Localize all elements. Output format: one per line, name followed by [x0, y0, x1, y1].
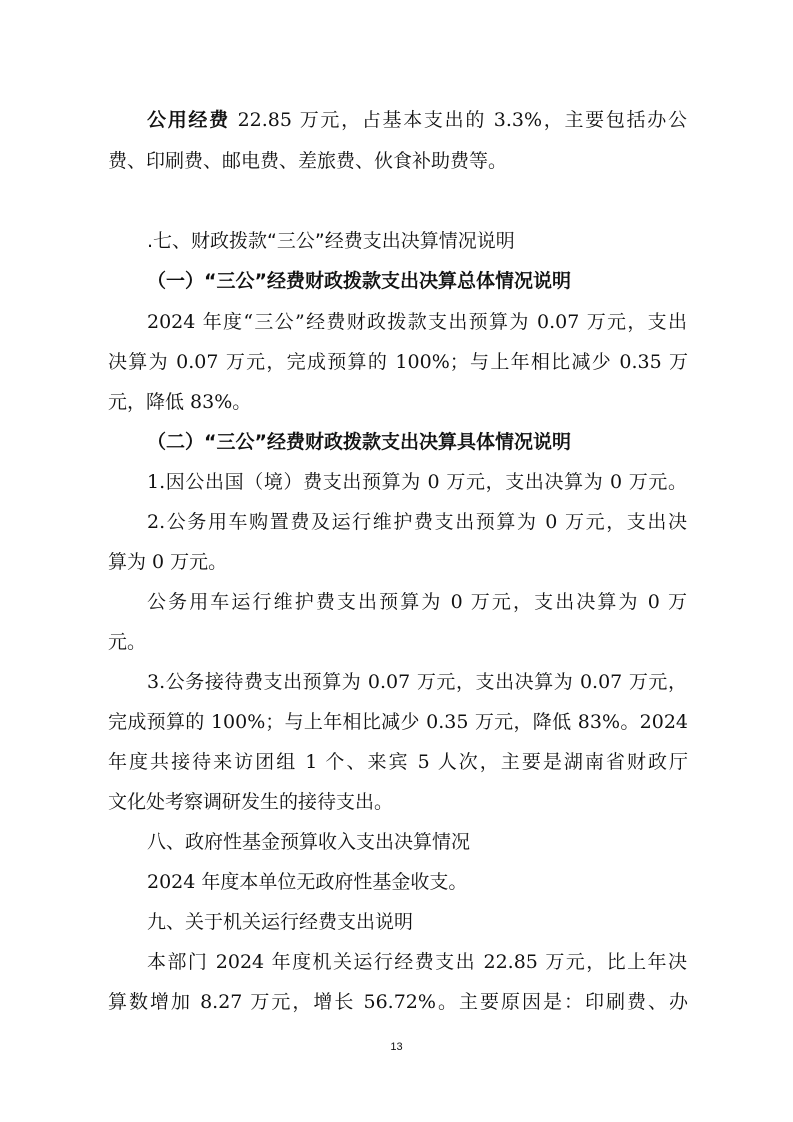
paragraph-line: 算数增加 8.27 万元，增长 56.72%。主要原因是：印刷费、办	[108, 991, 688, 1013]
paragraph-line: 年度共接待来访团组 1 个、来宾 5 人次，主要是湖南省财政厅	[108, 751, 688, 773]
paragraph-line: 2.公务用车购置费及运行维护费支出预算为 0 万元，支出决	[147, 511, 687, 533]
section-heading: 九、关于机关运行经费支出说明	[147, 911, 414, 933]
paragraph-line: 文化处考察调研发生的接待支出。	[108, 791, 394, 813]
section-heading: .七、财政拨款“三公”经费支出决算情况说明	[147, 230, 515, 252]
paragraph-line: 元，降低 83%。	[108, 391, 252, 413]
page-number: 13	[390, 1041, 403, 1053]
paragraph-line: 费、印刷费、邮电费、差旅费、伙食补助费等。	[108, 150, 508, 172]
paragraph-text: 22.85 万元，占基本支出的 3.3%，主要包括办公	[229, 109, 687, 131]
paragraph-line: 算为 0 万元。	[108, 551, 228, 573]
paragraph-line	[147, 108, 687, 132]
subsection-heading: （一）“三公”经费财政拨款支出决算总体情况说明	[147, 270, 571, 292]
subsection-heading: （二）“三公”经费财政拨款支出决算具体情况说明	[147, 431, 571, 453]
paragraph-line: 元。	[108, 631, 147, 653]
section-heading: 八、政府性基金预算收入支出决算情况	[147, 831, 471, 853]
paragraph-line: 2024 年度“三公”经费财政拨款支出预算为 0.07 万元，支出	[147, 311, 687, 333]
paragraph-line: 完成预算的 100%；与上年相比减少 0.35 万元，降低 83%。2024	[108, 711, 688, 733]
paragraph-line: 1.因公出国（境）费支出预算为 0 万元，支出决算为 0 万元。	[147, 471, 687, 493]
paragraph-line: 本部门 2024 年度机关运行经费支出 22.85 万元，比上年决	[147, 951, 687, 973]
paragraph-line: 2024 年度本单位无政府性基金收支。	[147, 871, 468, 893]
paragraph-line: 3.公务接待费支出预算为 0.07 万元，支出决算为 0.07 万元，	[147, 671, 687, 693]
paragraph-line: 决算为 0.07 万元，完成预算的 100%；与上年相比减少 0.35 万	[108, 351, 688, 373]
paragraph-line: 公务用车运行维护费支出预算为 0 万元，支出决算为 0 万	[147, 591, 687, 613]
bold-lead: 公用经费	[147, 109, 230, 131]
